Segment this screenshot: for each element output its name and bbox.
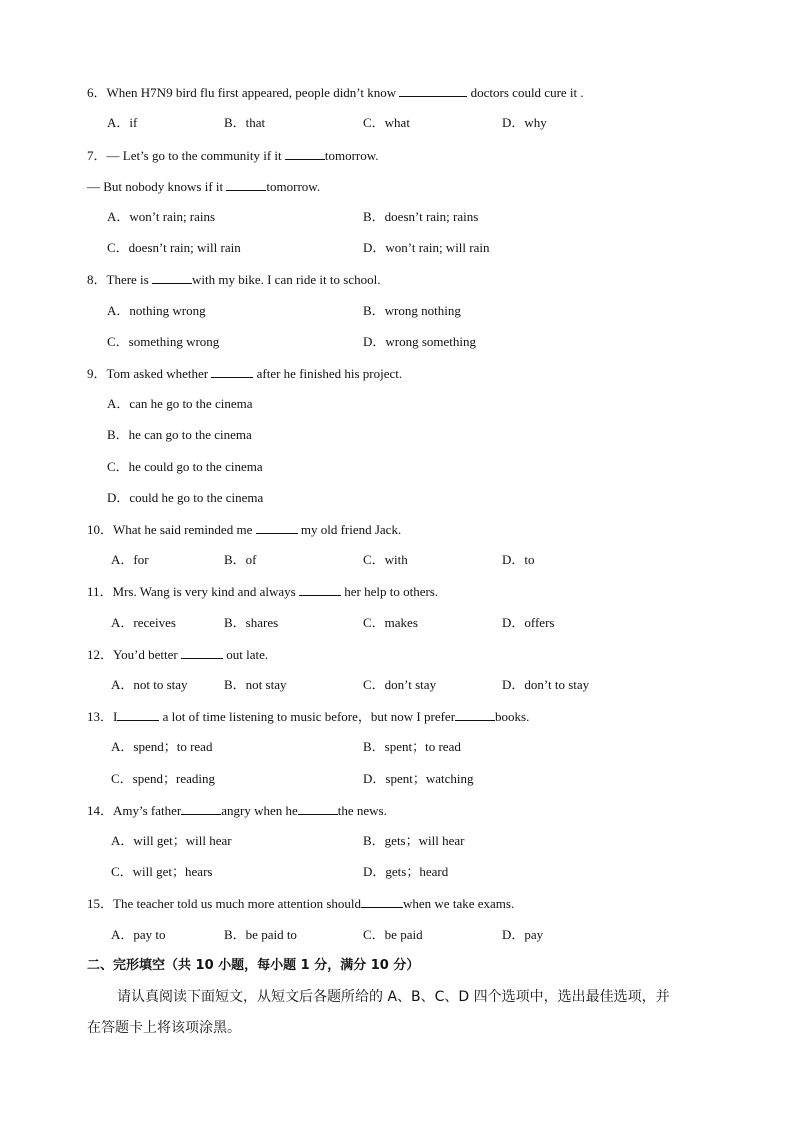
section-2-instruction-line-2: 在答题卡上将该项涂黑。 — [87, 1020, 241, 1036]
option-9a: A．can he go to the cinema — [107, 396, 253, 411]
answer-blank — [285, 147, 325, 160]
option-10a: A．for — [111, 552, 149, 567]
option-8b: B．wrong nothing — [363, 303, 461, 318]
option-13a: A．spend；to read — [111, 739, 213, 754]
question-7-reply-post: tomorrow. — [266, 179, 321, 194]
option-12a: A．not to stay — [111, 677, 188, 692]
answer-blank — [211, 365, 253, 378]
option-13c: C．spend；reading — [111, 771, 215, 786]
question-14-text-mid: angry when he — [221, 803, 298, 818]
option-12b: B．not stay — [224, 677, 287, 692]
answer-blank — [399, 84, 467, 97]
question-7-line-2 — [87, 178, 320, 195]
option-12c: C．don’t stay — [363, 677, 437, 692]
option-11a: A．receives — [111, 615, 176, 630]
answer-blank — [361, 895, 403, 908]
option-10d: D．to — [502, 552, 535, 567]
option-12d: D．don’t to stay — [502, 677, 590, 692]
option-9c: C．he could go to the cinema — [107, 459, 263, 474]
question-6 — [87, 84, 584, 101]
option-6a: A．if — [107, 115, 138, 130]
question-10 — [87, 521, 401, 538]
answer-blank — [226, 178, 266, 191]
answer-blank — [299, 583, 341, 596]
question-11-text-pre: 11．Mrs. Wang is very kind and always — [87, 584, 296, 599]
question-11-text-post: her help to others. — [344, 584, 439, 599]
question-12-text-post: out late. — [226, 647, 269, 662]
option-14b: B．gets；will hear — [363, 833, 465, 848]
option-13b: B．spent；to read — [363, 739, 461, 754]
question-13-text-pre: 13．I — [87, 709, 118, 724]
question-6-text-pre: 6．When H7N9 bird flu first appeared, people didn’t know — [87, 85, 397, 100]
option-11c: C．makes — [363, 615, 418, 630]
question-14-text-pre: 14．Amy’s father — [87, 803, 182, 818]
question-15-text-post: when we take exams. — [403, 896, 515, 911]
option-14c: C．will get；hears — [111, 864, 213, 879]
option-15b: B．be paid to — [224, 927, 297, 942]
question-14-text-post: the news. — [337, 803, 387, 818]
section-2-heading: 二、完形填空（共 10 小题，每小题 1 分，满分 10 分） — [87, 958, 420, 973]
option-7c: C．doesn’t rain; will rain — [107, 240, 241, 255]
question-8-text-post: with my bike. I can ride it to school. — [191, 272, 381, 287]
question-7-reply-pre: — But nobody knows if it — [87, 179, 224, 194]
option-10c: C．with — [363, 552, 408, 567]
question-12 — [87, 646, 268, 663]
question-6-text-post: doctors could cure it . — [470, 85, 584, 100]
question-13-text-mid: a lot of time listening to music before，but now I prefer — [162, 709, 456, 724]
answer-blank — [256, 521, 298, 534]
option-7d: D．won’t rain; will rain — [363, 240, 490, 255]
option-8c: C．something wrong — [107, 334, 220, 349]
question-13 — [87, 708, 529, 725]
option-15c: C．be paid — [363, 927, 423, 942]
answer-blank — [455, 708, 495, 721]
question-9-text-pre: 9．Tom asked whether — [87, 366, 209, 381]
question-15-text-pre: 15．The teacher told us much more attention should — [87, 896, 362, 911]
question-10-text-post: my old friend Jack. — [300, 522, 402, 537]
question-10-text-pre: 10．What he said reminded me — [87, 522, 253, 537]
section-2-instruction-line-1: 请认真阅读下面短文，从短文后各题所给的 A、B、C、D 四个选项中，选出最佳选项，并 — [117, 989, 670, 1005]
option-14a: A．will get；will hear — [111, 833, 232, 848]
question-13-text-post: books. — [495, 709, 530, 724]
option-15a: A．pay to — [111, 927, 166, 942]
option-11d: D．offers — [502, 615, 555, 630]
option-14d: D．gets；heard — [363, 864, 449, 879]
question-14 — [87, 802, 387, 819]
question-8 — [87, 271, 380, 288]
option-15d: D．pay — [502, 927, 544, 942]
option-9b: B．he can go to the cinema — [107, 427, 252, 442]
option-13d: D．spent；watching — [363, 771, 474, 786]
answer-blank — [152, 271, 192, 284]
question-7-text-post: tomorrow. — [324, 148, 379, 163]
answer-blank — [181, 802, 221, 815]
answer-blank — [117, 708, 159, 721]
answer-blank — [298, 802, 338, 815]
option-11b: B．shares — [224, 615, 279, 630]
question-11 — [87, 583, 438, 600]
question-8-text-pre: 8．There is — [87, 272, 149, 287]
option-10b: B．of — [224, 552, 257, 567]
answer-blank — [181, 646, 223, 659]
option-8d: D．wrong something — [363, 334, 477, 349]
question-7-line-1 — [87, 147, 379, 164]
option-6b: B．that — [224, 115, 266, 130]
question-15 — [87, 895, 514, 912]
question-9-text-post: after he finished his project. — [256, 366, 403, 381]
option-6d: D．why — [502, 115, 547, 130]
question-9 — [87, 365, 402, 382]
option-6c: C．what — [363, 115, 410, 130]
option-7a: A．won’t rain; rains — [107, 209, 216, 224]
option-8a: A．nothing wrong — [107, 303, 206, 318]
question-7-text-pre: 7．— Let’s go to the community if it — [87, 148, 282, 163]
option-9d: D．could he go to the cinema — [107, 490, 264, 505]
option-7b: B．doesn’t rain; rains — [363, 209, 479, 224]
question-12-text-pre: 12．You’d better — [87, 647, 178, 662]
